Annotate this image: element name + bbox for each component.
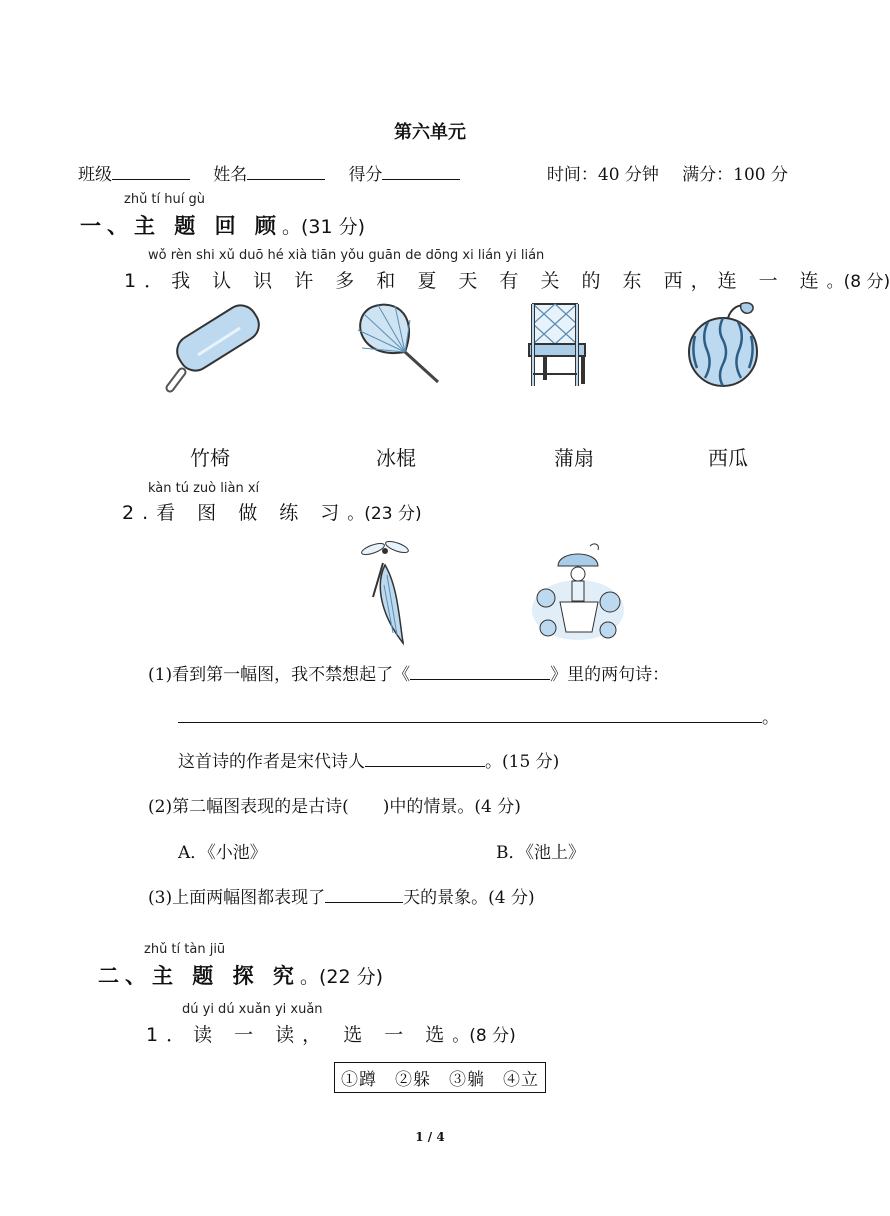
page-title: 第六单元 — [394, 122, 466, 143]
s2q1-text: 1．读 一 读， 选 一 选。(8 分) — [146, 1024, 516, 1046]
name-blank[interactable] — [247, 165, 325, 180]
q2-pinyin: kàn tú zuò liàn xí — [148, 481, 260, 496]
label-popsicle[interactable]: 冰棍 — [376, 446, 416, 470]
exam-header — [78, 160, 788, 185]
section2-heading: 二、主 题 探 究。(22 分) — [98, 964, 383, 988]
q2-sub1-author: 这首诗的作者是宋代诗人 。(15 分) — [178, 752, 560, 772]
q2-sub1: (1)看到第一幅图，我不禁想起了《 》里的两句诗： — [148, 665, 670, 685]
option-a[interactable]: A．《小池》 — [178, 843, 267, 863]
palm-fan-icon — [350, 300, 445, 390]
class-blank[interactable] — [112, 165, 190, 180]
section2-pinyin: zhǔ tí tàn jiū — [144, 942, 226, 957]
label-bamboo-chair[interactable]: 竹椅 — [190, 446, 230, 470]
label-watermelon[interactable]: 西瓜 — [708, 446, 748, 470]
child-boat-lotus-icon — [528, 540, 628, 645]
bamboo-chair-icon — [525, 300, 590, 390]
section1-pinyin: zhǔ tí huí gù — [124, 192, 205, 207]
label-palm-fan[interactable]: 蒲扇 — [554, 446, 594, 470]
dragonfly-lotus-icon — [355, 535, 415, 645]
score-field: 得分 — [348, 160, 460, 185]
section1-heading: 一、主 题 回 顾。(31 分) — [80, 214, 365, 238]
score-blank[interactable] — [382, 165, 460, 180]
watermelon-icon — [683, 300, 773, 388]
time-info: 时间：40 分钟 — [546, 165, 659, 185]
option-b[interactable]: B．《池上》 — [496, 843, 585, 863]
class-field: 班级 — [78, 160, 190, 185]
season-blank[interactable] — [325, 887, 403, 903]
full-score-info: 满分：100 分 — [682, 165, 788, 185]
q1-pinyin: wǒ rèn shi xǔ duō hé xià tiān yǒu guān de dōng xi lián yi lián — [148, 248, 545, 263]
page-number: 1 / 4 — [415, 1130, 445, 1144]
poem-title-blank[interactable] — [410, 664, 550, 680]
poem-lines-blank[interactable] — [178, 707, 762, 723]
author-blank[interactable] — [365, 751, 485, 767]
q2-sub1-line: 。 — [178, 703, 779, 728]
word-options-box: ①蹲 ②躲 ③躺 ④立 — [334, 1062, 546, 1093]
s2q1-pinyin: dú yi dú xuǎn yi xuǎn — [182, 1002, 323, 1017]
q2-sub3: (3)上面两幅图都表现了 天的景象。(4 分) — [148, 888, 535, 908]
q2-text: 2.看 图 做 练 习。(23 分) — [122, 502, 422, 524]
q1-text: 1．我 认 识 许 多 和 夏 天 有 关 的 东 西，连 一 连。(8 分) — [124, 270, 890, 292]
name-field: 姓名 — [213, 160, 325, 185]
popsicle-icon — [160, 300, 270, 395]
q2-sub2: (2)第二幅图表现的是古诗( )中的情景。(4 分) — [148, 797, 521, 817]
